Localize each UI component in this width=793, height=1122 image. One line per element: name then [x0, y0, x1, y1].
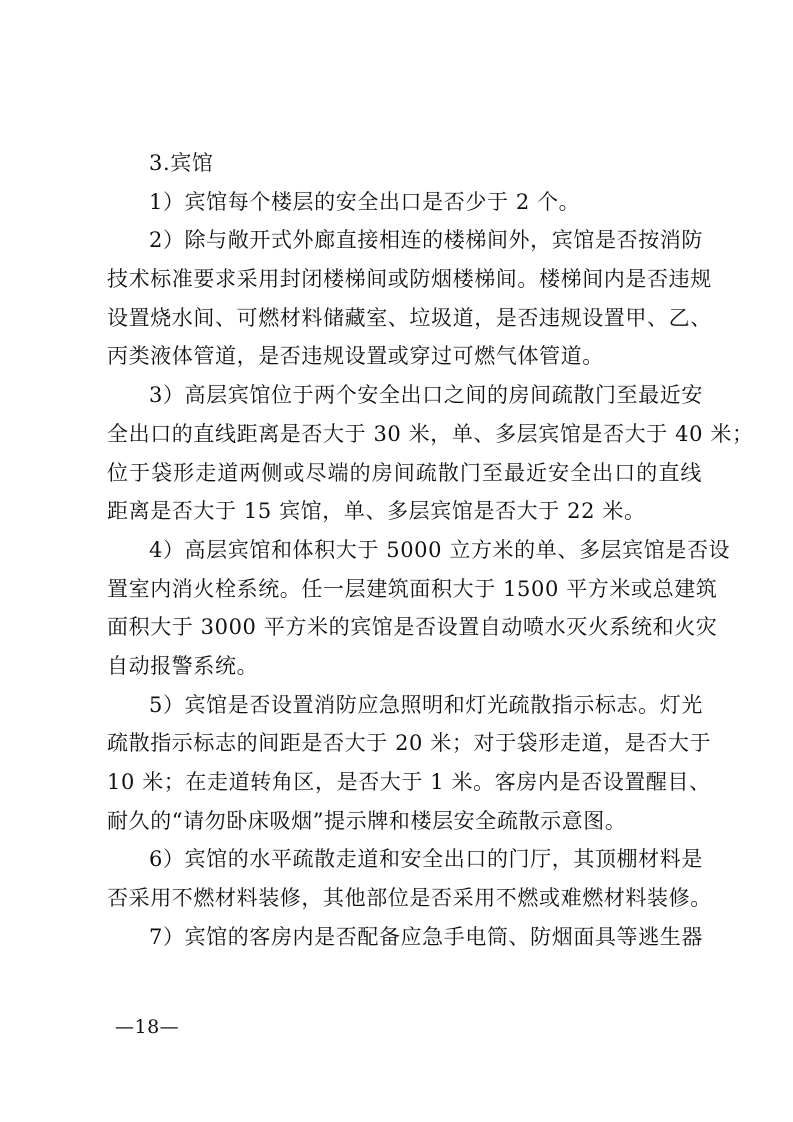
item-2-line-2: 技术标准要求采用封闭楼梯间或防烟楼梯间。楼梯间内是否违规	[107, 267, 712, 292]
item-7-line-1: 7）宾馆的客房内是否配备应急手电筒、防烟面具等逃生器	[149, 924, 703, 949]
heading-hotel: 3.宾馆	[149, 151, 214, 175]
item-4-line-3: 面积大于 3000 平方米的宾馆是否设置自动喷水灭火系统和火灾	[107, 615, 718, 640]
item-4-line-4: 自动报警系统。	[107, 653, 259, 678]
item-5-line-2: 疏散指示标志的间距是否大于 20 米；对于袋形走道，是否大于	[107, 731, 712, 756]
item-3-line-1: 3）高层宾馆位于两个安全出口之间的房间疏散门至最近安	[149, 383, 703, 408]
item-2-line-3: 设置烧水间、可燃材料储藏室、垃圾道，是否违规设置甲、乙、	[107, 305, 712, 330]
item-3-line-4: 距离是否大于 15 宾馆，单、多层宾馆是否大于 22 米。	[107, 499, 646, 524]
item-2-line-4: 丙类液体管道，是否违规设置或穿过可燃气体管道。	[107, 344, 604, 369]
item-5-line-4: 耐久的“请勿卧床吸烟”提示牌和楼层安全疏散示意图。	[107, 808, 627, 833]
item-2-line-1: 2）除与敞开式外廊直接相连的楼梯间外，宾馆是否按消防	[149, 228, 703, 253]
item-4-line-1: 4）高层宾馆和体积大于 5000 立方米的单、多层宾馆是否设	[149, 537, 731, 562]
item-4-line-2: 置室内消火栓系统。任一层建筑面积大于 1500 平方米或总建筑	[107, 576, 718, 601]
item-1-line-1: 1）宾馆每个楼层的安全出口是否少于 2 个。	[149, 189, 581, 214]
item-5-line-1: 5）宾馆是否设置消防应急照明和灯光疏散指示标志。灯光	[149, 692, 703, 717]
body-text	[107, 144, 754, 956]
page-number: —18—	[115, 1016, 180, 1038]
item-6-line-1: 6）宾馆的水平疏散走道和安全出口的门厅，其顶棚材料是	[149, 847, 703, 872]
item-6-line-2: 否采用不燃材料装修，其他部位是否采用不燃或难燃材料装修。	[107, 886, 712, 911]
item-3-line-2: 全出口的直线距离是否大于 30 米，单、多层宾馆是否大于 40 米；	[107, 421, 754, 446]
item-3-line-3: 位于袋形走道两侧或尽端的房间疏散门至最近安全出口的直线	[107, 460, 702, 485]
item-5-line-3: 10 米；在走道转角区，是否大于 1 米。客房内是否设置醒目、	[107, 770, 711, 794]
